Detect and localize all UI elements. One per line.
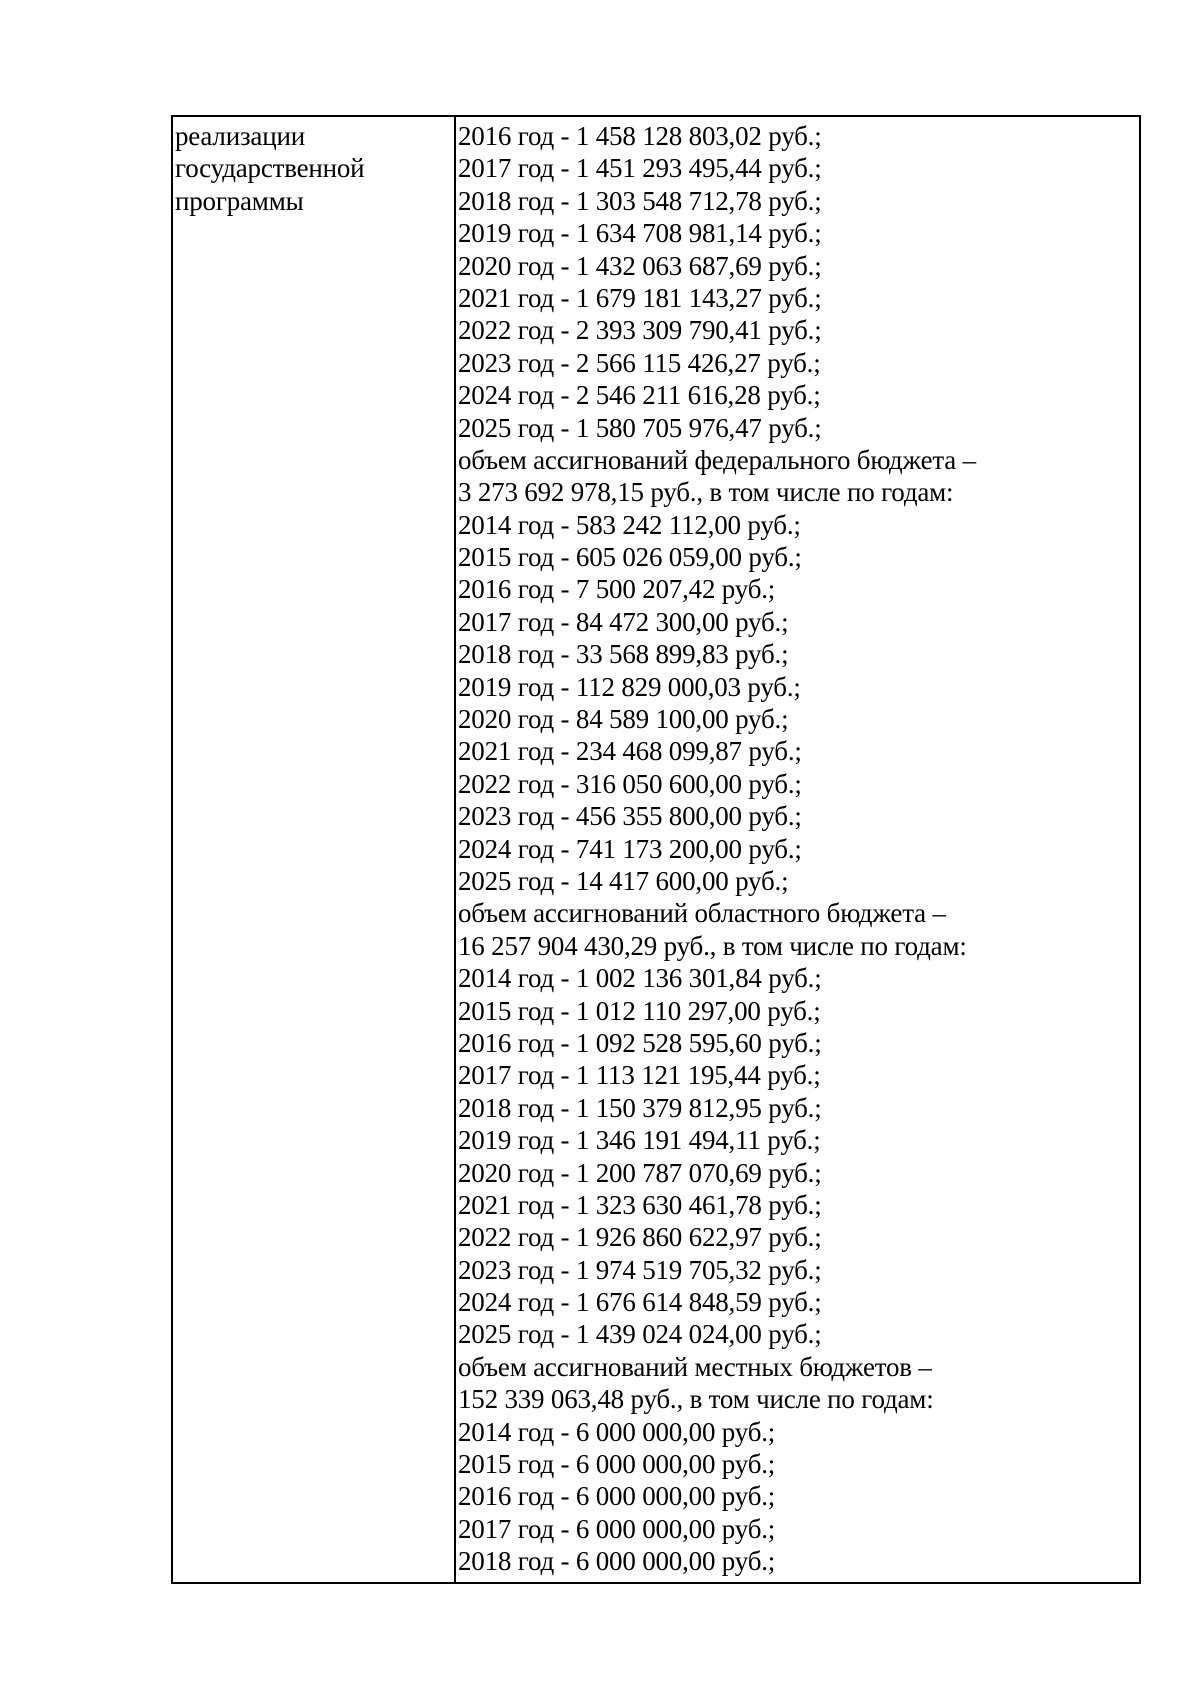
funding-table [171, 115, 1141, 1584]
funding-line: 2018 год - 1 303 548 712,78 руб.; [458, 185, 822, 216]
funding-line: 2024 год - 741 173 200,00 руб.; [458, 833, 802, 864]
funding-line: 2017 год - 6 000 000,00 руб.; [458, 1513, 776, 1544]
parameter-label-cell [173, 117, 456, 1582]
funding-line: 2020 год - 1 200 787 070,69 руб.; [458, 1157, 822, 1188]
funding-line: 2021 год - 1 679 181 143,27 руб.; [458, 282, 822, 313]
funding-line: объем ассигнований местных бюджетов – [458, 1351, 932, 1382]
funding-line: 2025 год - 1 580 705 976,47 руб.; [458, 412, 822, 443]
parameter-label-line: программы [175, 185, 304, 216]
funding-line: 2015 год - 1 012 110 297,00 руб.; [458, 995, 821, 1026]
parameter-label-line: реализации [175, 121, 305, 151]
funding-line: 2023 год - 456 355 800,00 руб.; [458, 801, 802, 832]
funding-values-cell [456, 117, 1139, 1582]
funding-line: 2017 год - 1 113 121 195,44 руб.; [458, 1060, 821, 1091]
funding-line: 2024 год - 1 676 614 848,59 руб.; [458, 1287, 822, 1318]
funding-line: 2016 год - 1 092 528 595,60 руб.; [458, 1027, 822, 1058]
funding-line: объем ассигнований областного бюджета – [458, 898, 946, 929]
funding-line: 2022 год - 316 050 600,00 руб.; [458, 768, 802, 799]
funding-line: 16 257 904 430,29 руб., в том числе по годам: [458, 930, 967, 961]
funding-line: 2021 год - 1 323 630 461,78 руб.; [458, 1189, 822, 1220]
funding-line: 2018 год - 6 000 000,00 руб.; [458, 1546, 776, 1577]
funding-line: 2022 год - 2 393 309 790,41 руб.; [458, 315, 822, 346]
funding-line: 2019 год - 1 634 708 981,14 руб.; [458, 218, 822, 249]
funding-line: 2022 год - 1 926 860 622,97 руб.; [458, 1222, 822, 1253]
funding-line: 2018 год - 1 150 379 812,95 руб.; [458, 1092, 822, 1123]
funding-line: 2014 год - 6 000 000,00 руб.; [458, 1416, 776, 1447]
funding-line: 2020 год - 1 432 063 687,69 руб.; [458, 250, 822, 281]
funding-line: 2016 год - 6 000 000,00 руб.; [458, 1481, 776, 1512]
funding-line: 2021 год - 234 468 099,87 руб.; [458, 736, 802, 767]
funding-line: 2017 год - 84 472 300,00 руб.; [458, 606, 789, 637]
funding-line: 2018 год - 33 568 899,83 руб.; [458, 639, 789, 670]
funding-line: 2015 год - 6 000 000,00 руб.; [458, 1449, 776, 1480]
funding-line: 152 339 063,48 руб., в том числе по годам: [458, 1384, 934, 1415]
funding-line: 2019 год - 112 829 000,03 руб.; [458, 671, 801, 702]
funding-line: 2017 год - 1 451 293 495,44 руб.; [458, 153, 822, 184]
parameter-label-line: государственной [175, 153, 365, 184]
funding-line: объем ассигнований федерального бюджета – [458, 444, 976, 475]
funding-line: 2023 год - 2 566 115 426,27 руб.; [458, 347, 821, 378]
funding-line: 2016 год - 1 458 128 803,02 руб.; [458, 121, 822, 151]
funding-line: 3 273 692 978,15 руб., в том числе по годам: [458, 477, 954, 508]
funding-line: 2024 год - 2 546 211 616,28 руб.; [458, 380, 821, 411]
funding-line: 2023 год - 1 974 519 705,32 руб.; [458, 1254, 822, 1285]
funding-line: 2016 год - 7 500 207,42 руб.; [458, 574, 776, 605]
funding-line: 2014 год - 1 002 136 301,84 руб.; [458, 963, 822, 994]
funding-line: 2019 год - 1 346 191 494,11 руб.; [458, 1125, 821, 1156]
funding-line: 2025 год - 14 417 600,00 руб.; [458, 865, 789, 896]
funding-line: 2014 год - 583 242 112,00 руб.; [458, 509, 801, 540]
funding-line: 2020 год - 84 589 100,00 руб.; [458, 704, 789, 735]
funding-line: 2025 год - 1 439 024 024,00 руб.; [458, 1319, 822, 1350]
funding-line: 2015 год - 605 026 059,00 руб.; [458, 542, 802, 573]
